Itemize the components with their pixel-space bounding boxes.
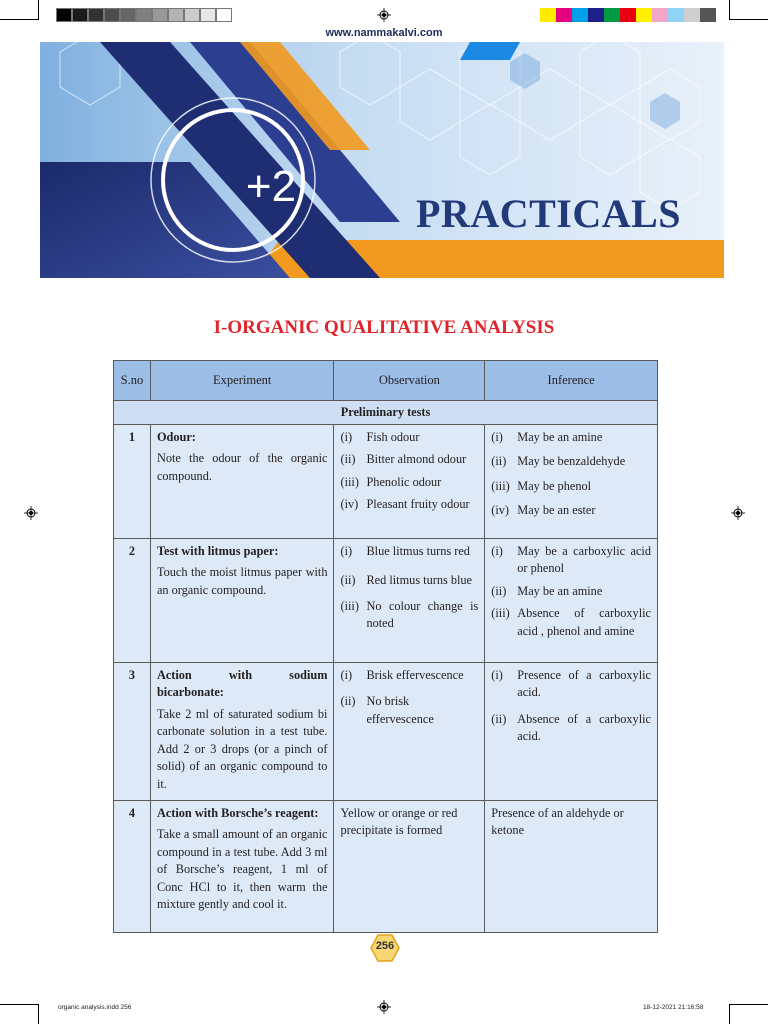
- list-item: (iii) Phenolic odour: [340, 474, 442, 489]
- list-item: (iv) Pleasant fruity odour: [340, 497, 470, 512]
- experiment-title: Action with sodium bicarbonate:: [156, 668, 328, 700]
- crop-mark: [729, 1004, 730, 1024]
- banner-title: PRACTICALS: [416, 191, 682, 236]
- table-row: [114, 663, 658, 801]
- observation-text: Yellow or orange or red precipitate is formed: [340, 806, 458, 838]
- list-item: (i) Brisk effervescence: [340, 668, 464, 682]
- experiment-cell: [150, 539, 334, 663]
- list-item: (i) Presence of a carboxylic acid.: [491, 668, 651, 700]
- website-url: www.nammakalvi.com: [325, 27, 443, 39]
- experiment-text: Note the odour of the organic compound.: [156, 451, 328, 483]
- crop-mark: [38, 0, 39, 20]
- list-item: (ii) Red litmus turns blue: [340, 573, 473, 588]
- crop-mark: [0, 19, 38, 20]
- inference-cell: [485, 663, 658, 801]
- grayscale-bar: [56, 8, 232, 22]
- list-item: (i) May be a carboxylic acid or phenol: [491, 544, 651, 576]
- list-item: (iii) May be phenol: [491, 478, 592, 493]
- list-item: (iv) May be an ester: [491, 503, 596, 518]
- table-row: [114, 539, 658, 663]
- list-item: (ii) Absence of a carboxylic acid.: [491, 711, 651, 744]
- observation-cell: [334, 425, 485, 539]
- subheader-preliminary-tests: Preliminary tests: [114, 401, 658, 425]
- experiment-text: Take a small amount of an organic compound in a test tube. Add 3 ml of Borsche’s reagent, 1 ml of Conc HCl to it, then warm the mixture gently and cool it.: [156, 827, 328, 912]
- inference-cell: [485, 539, 658, 663]
- class-badge: +2: [245, 162, 297, 211]
- table-row: [114, 801, 658, 933]
- list-item: (ii) May be benzaldehyde: [491, 454, 626, 469]
- header-observation: Observation: [334, 361, 485, 401]
- registration-mark-icon: [731, 506, 745, 520]
- experiment-title: Action with Borsche’s reagent:: [156, 806, 319, 820]
- observation-cell: [334, 539, 485, 663]
- page-number-badge: [370, 934, 400, 962]
- row-number: 2: [114, 539, 151, 663]
- row-number: 3: [114, 663, 151, 801]
- crop-mark: [38, 1004, 39, 1024]
- crop-mark: [730, 1004, 768, 1005]
- table-row: [114, 425, 658, 539]
- row-number: 4: [114, 801, 151, 933]
- list-item: (i) May be an amine: [491, 430, 603, 444]
- list-item: (i) Blue litmus turns red: [340, 544, 470, 558]
- experiment-cell: [150, 801, 334, 933]
- list-item: (ii) Bitter almond odour: [340, 452, 467, 467]
- footer-timestamp: 18-12-2021 21:16:58: [643, 1004, 704, 1011]
- header-sno: S.no: [114, 361, 151, 401]
- registration-mark-icon: [24, 506, 38, 520]
- inference-cell: [485, 801, 658, 933]
- analysis-table: [113, 360, 658, 933]
- experiment-cell: [150, 663, 334, 801]
- observation-cell: [334, 663, 485, 801]
- registration-mark-icon: [377, 1000, 391, 1014]
- footer-filename: organic analysis.indd 256: [58, 1004, 132, 1011]
- list-item: (iii) Absence of carboxylic acid , phenol and amine: [491, 606, 651, 638]
- registration-mark-icon: [377, 8, 391, 22]
- page-number: 256: [375, 940, 395, 952]
- list-item: (ii) May be an amine: [491, 583, 603, 598]
- color-calibration-bar: [540, 8, 716, 22]
- inference-text: Presence of an aldehyde or ketone: [491, 806, 624, 838]
- crop-mark: [0, 1004, 38, 1005]
- experiment-text: Take 2 ml of saturated sodium bi carbonate solution in a test tube. Add 2 or 3 drops (or a pinch of solid) of an organic compound to it.: [156, 706, 328, 791]
- crop-mark: [730, 19, 768, 20]
- subheader-row: [114, 401, 658, 425]
- inference-cell: [485, 425, 658, 539]
- table-header-row: [114, 361, 658, 401]
- list-item: (i) Fish odour: [340, 430, 420, 444]
- experiment-title: Test with litmus paper:: [156, 544, 279, 558]
- list-item: (ii) No brisk effervescence: [340, 694, 434, 726]
- header-inference: Inference: [485, 361, 658, 401]
- header-banner: [40, 42, 724, 278]
- experiment-cell: [150, 425, 334, 539]
- crop-mark: [729, 0, 730, 20]
- experiment-text: Touch the moist litmus paper with an organic compound.: [156, 565, 328, 597]
- experiment-title: Odour:: [156, 430, 196, 444]
- observation-cell: [334, 801, 485, 933]
- list-item: (iii) No colour change is noted: [340, 598, 479, 631]
- header-experiment: Experiment: [150, 361, 334, 401]
- section-title: I-ORGANIC QUALITATIVE ANALYSIS: [213, 317, 555, 338]
- row-number: 1: [114, 425, 151, 539]
- banner-graphic: [40, 42, 724, 278]
